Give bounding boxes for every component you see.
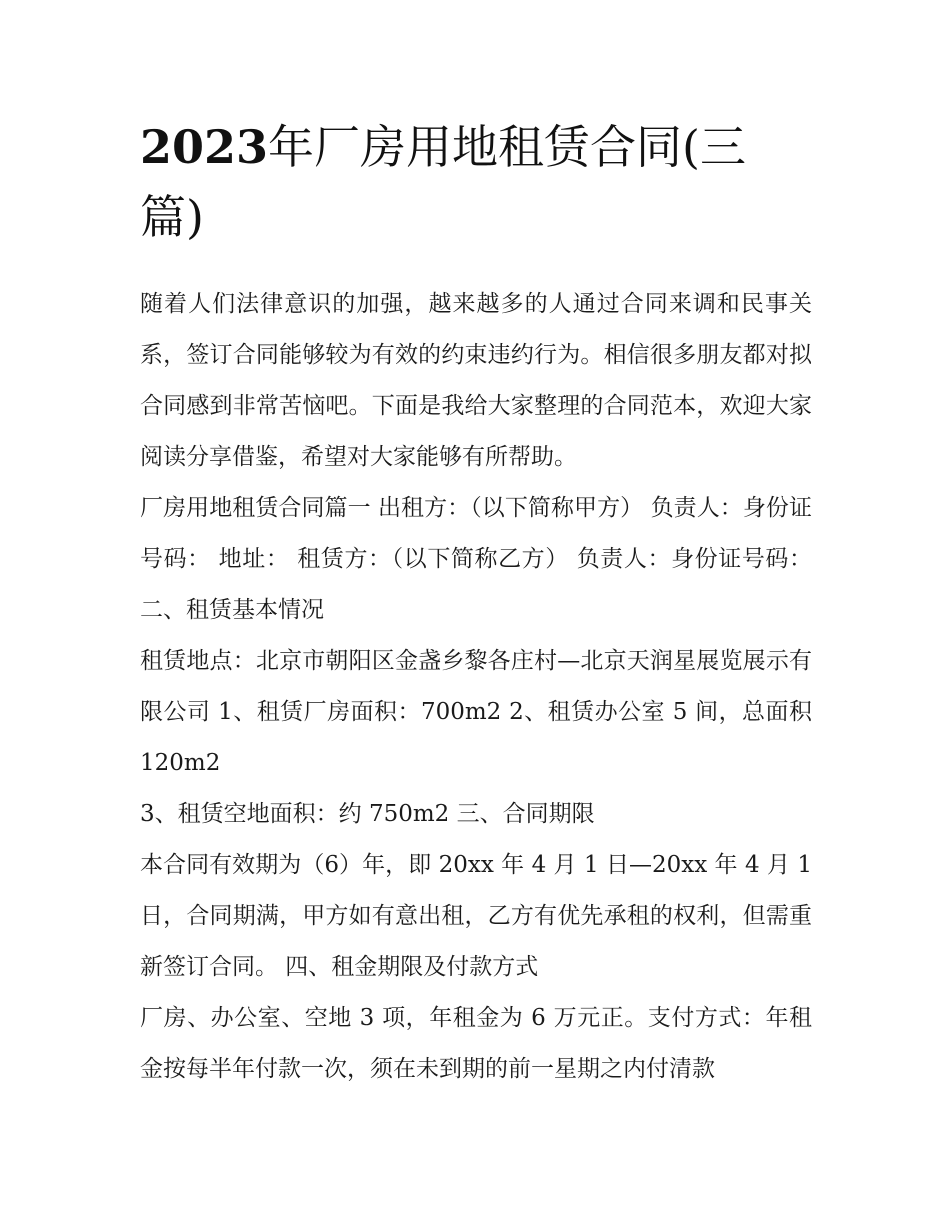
- title-year: 2023: [140, 120, 269, 174]
- open-land-area-paragraph: 3、租赁空地面积：约 750m2 三、合同期限: [140, 801, 595, 827]
- lease-location-paragraph: 租赁地点：北京市朝阳区金盏乡黎各庄村—北京天润星展览展示有限公司 1、租赁厂房面积：700m2 2、租赁办公室 5 间，总面积 120m2: [140, 648, 812, 776]
- document-title: [140, 112, 800, 252]
- document-body: [140, 279, 812, 1095]
- rent-payment-paragraph: 厂房、办公室、空地 3 项，年租金为 6 万元正。支付方式：年租金按每半年付款一次，须在未到期的前一星期之内付清款: [140, 1005, 812, 1082]
- contract-term-paragraph: 本合同有效期为（6）年，即 20xx 年 4 月 1 日—20xx 年 4 月 1 日，合同期满，甲方如有意出租，乙方有优先承租的权利，但需重新签订合同。 四、租金期限及付款方式: [140, 852, 812, 980]
- intro-paragraph: 随着人们法律意识的加强，越来越多的人通过合同来调和民事关系，签订合同能够较为有效的约束违约行为。相信很多朋友都对拟合同感到非常苦恼吧。下面是我给大家整理的合同范本，欢迎大家阅读分享借鉴，希望对大家能够有所帮助。: [140, 291, 812, 470]
- title-text: 年厂房用地租赁合同(三篇): [140, 120, 746, 244]
- contract-parties-paragraph: 厂房用地租赁合同篇一 出租方：（以下简称甲方） 负责人：身份证号码： 地址： 租赁方：（以下简称乙方） 负责人：身份证号码： 二、租赁基本情况: [140, 495, 812, 623]
